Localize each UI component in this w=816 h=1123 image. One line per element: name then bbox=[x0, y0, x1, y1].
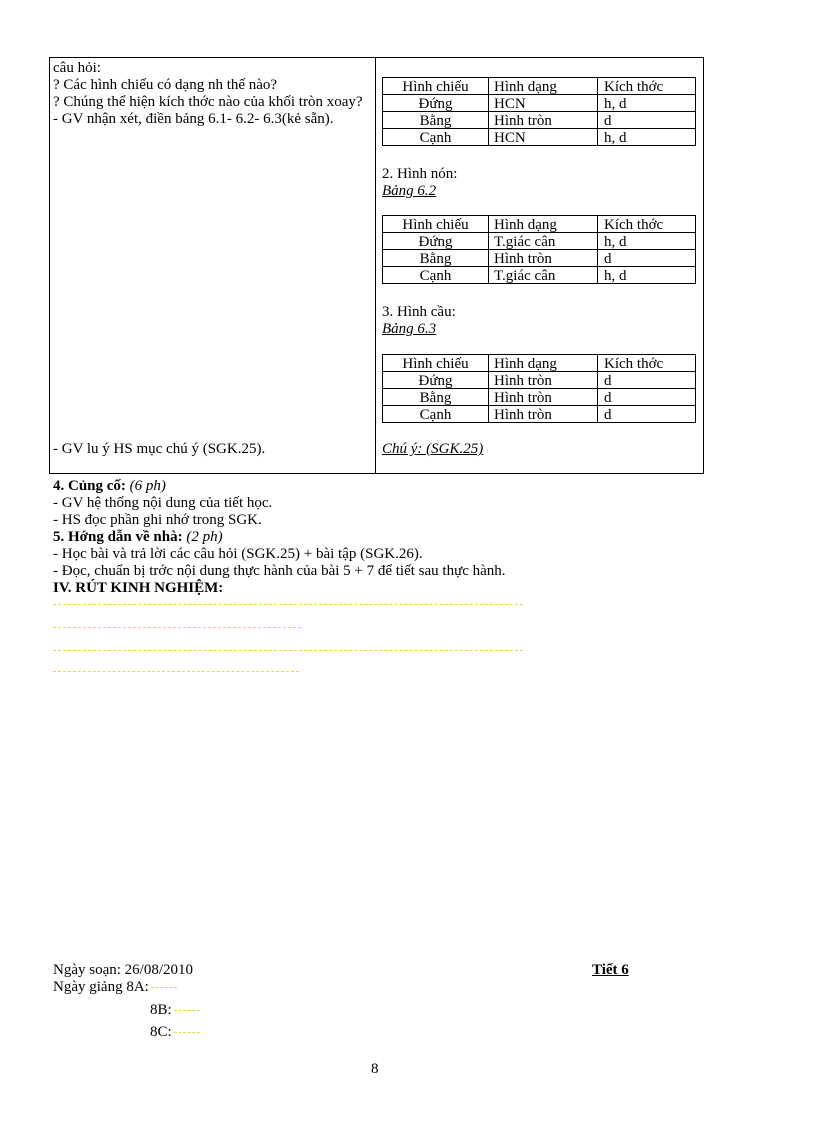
class-b-row bbox=[150, 1002, 200, 1019]
class-c-row bbox=[150, 1024, 200, 1041]
cell: Hình tròn bbox=[489, 112, 598, 129]
left-line: ? Các hình chiếu có dạng nh thế nào? bbox=[53, 77, 278, 93]
table-cone bbox=[382, 215, 696, 284]
table-caption: Bảng 6.2 bbox=[382, 183, 437, 199]
cell: h, d bbox=[598, 233, 696, 250]
consolidation-heading bbox=[53, 478, 166, 494]
table-row bbox=[383, 406, 696, 423]
left-line: câu hỏi: bbox=[53, 60, 101, 76]
cell: Đứng bbox=[383, 95, 489, 112]
cell: HCN bbox=[489, 95, 598, 112]
table-row bbox=[383, 372, 696, 389]
header-cell: Hình dạng bbox=[489, 78, 598, 95]
homework-heading bbox=[53, 529, 223, 545]
left-note: - GV lu ý HS mục chú ý (SGK.25). bbox=[53, 441, 266, 457]
table-header-row bbox=[383, 216, 696, 233]
teach-label: Ngày giảng 8A: bbox=[53, 979, 149, 995]
cell: h, d bbox=[598, 129, 696, 146]
dotted-line bbox=[151, 987, 177, 988]
table-row bbox=[383, 112, 696, 129]
cell: Cạnh bbox=[383, 267, 489, 284]
header-cell: Hình chiếu bbox=[383, 78, 489, 95]
table-row bbox=[383, 389, 696, 406]
section-sphere-title: 3. Hình cầu: bbox=[382, 304, 456, 320]
dotted-line bbox=[53, 671, 299, 672]
header-cell: Hình chiếu bbox=[383, 355, 489, 372]
homework-item: - Đọc, chuẩn bị trớc nội dung thực hành của bài 5 + 7 để tiết sau thực hành. bbox=[53, 563, 506, 579]
header-cell: Hình dạng bbox=[489, 216, 598, 233]
cell: HCN bbox=[489, 129, 598, 146]
cell: Bằng bbox=[383, 112, 489, 129]
cell: Bằng bbox=[383, 389, 489, 406]
cell: Hình tròn bbox=[489, 372, 598, 389]
page-number: 8 bbox=[371, 1061, 379, 1077]
consolidation-item: - GV hệ thống nội dung của tiết học. bbox=[53, 495, 273, 511]
cell: d bbox=[598, 250, 696, 267]
table-row bbox=[383, 233, 696, 250]
cell: d bbox=[598, 389, 696, 406]
dotted-line bbox=[53, 627, 301, 628]
cell: d bbox=[598, 112, 696, 129]
cell: d bbox=[598, 372, 696, 389]
dotted-line bbox=[53, 604, 523, 605]
consolidation-title: 4. Củng cố: bbox=[53, 478, 126, 494]
cell: h, d bbox=[598, 267, 696, 284]
header-cell: Kích thớc bbox=[598, 216, 696, 233]
homework-time: (2 ph) bbox=[186, 529, 223, 545]
cell: Đứng bbox=[383, 372, 489, 389]
table-row bbox=[383, 129, 696, 146]
dotted-line bbox=[53, 650, 523, 651]
table-row bbox=[383, 267, 696, 284]
header-cell: Kích thớc bbox=[598, 355, 696, 372]
prep-date: Ngày soạn: 26/08/2010 bbox=[53, 962, 193, 978]
table-sphere bbox=[382, 354, 696, 423]
cell: h, d bbox=[598, 95, 696, 112]
consolidation-item: - HS đọc phần ghi nhớ trong SGK. bbox=[53, 512, 262, 528]
column-divider bbox=[375, 57, 376, 474]
class-c-label: 8C: bbox=[150, 1024, 172, 1040]
cell: Hình tròn bbox=[489, 389, 598, 406]
homework-item: - Học bài và trả lời các câu hỏi (SGK.25) + bài tập (SGK.26). bbox=[53, 546, 423, 562]
table-row bbox=[383, 250, 696, 267]
consolidation-time: (6 ph) bbox=[129, 478, 166, 494]
cell: Hình tròn bbox=[489, 250, 598, 267]
table-header-row bbox=[383, 355, 696, 372]
left-line: - GV nhận xét, điền bảng 6.1- 6.2- 6.3(kẻ sẵn). bbox=[53, 111, 334, 127]
lesson-number: Tiết 6 bbox=[592, 962, 629, 978]
header-cell: Kích thớc bbox=[598, 78, 696, 95]
cell: T.giác cân bbox=[489, 267, 598, 284]
dotted-line bbox=[174, 1010, 200, 1011]
left-line: ? Chúng thể hiện kích thớc nào của khối tròn xoay? bbox=[53, 94, 363, 110]
header-cell: Hình dạng bbox=[489, 355, 598, 372]
cell: Bằng bbox=[383, 250, 489, 267]
cell: Cạnh bbox=[383, 406, 489, 423]
section-cone-title: 2. Hình nón: bbox=[382, 166, 458, 182]
dotted-line bbox=[174, 1032, 200, 1033]
homework-title: 5. Hớng dẫn về nhà: bbox=[53, 529, 183, 545]
table-caption: Bảng 6.3 bbox=[382, 321, 437, 337]
cell: Cạnh bbox=[383, 129, 489, 146]
cell: Hình tròn bbox=[489, 406, 598, 423]
table-header-row bbox=[383, 78, 696, 95]
table-row bbox=[383, 95, 696, 112]
right-note: Chú ý: (SGK.25) bbox=[382, 441, 484, 457]
cell: d bbox=[598, 406, 696, 423]
header-cell: Hình chiếu bbox=[383, 216, 489, 233]
teacher-activity-column bbox=[53, 60, 371, 128]
cell: Đứng bbox=[383, 233, 489, 250]
experience-heading: IV. RÚT KINH NGHIỆM: bbox=[53, 580, 224, 596]
table-cylinder bbox=[382, 77, 696, 146]
class-b-label: 8B: bbox=[150, 1002, 172, 1018]
teach-date-row bbox=[53, 979, 177, 996]
cell: T.giác cân bbox=[489, 233, 598, 250]
